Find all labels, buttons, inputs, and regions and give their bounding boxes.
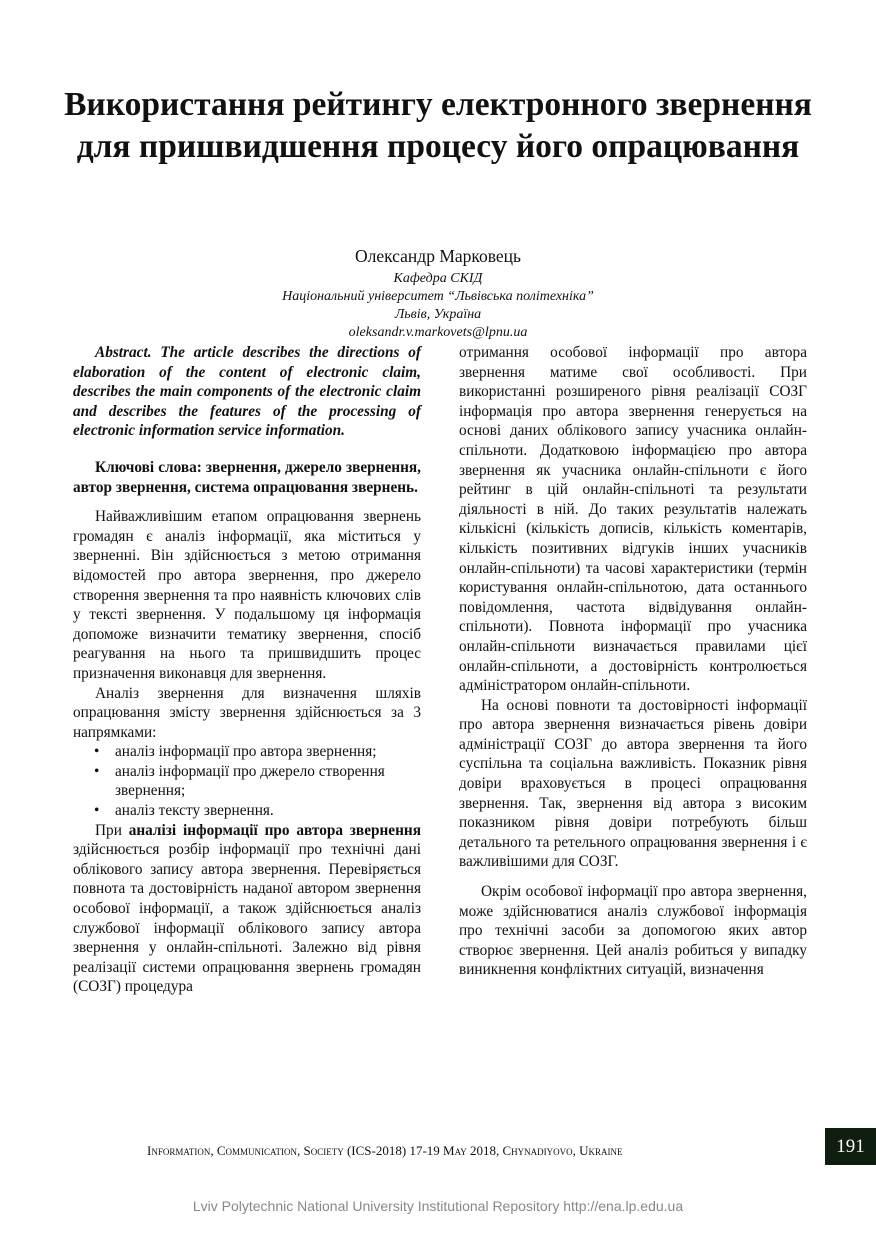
repository-line: Lviv Polytechnic National University Institutional Repository http://ena.lp.edu.ua [192,1198,684,1214]
paragraph: отримання особової інформації про автора звернення матиме свої особливості. При використанні розширеного рівня реалізації СОЗГ інформація про автора звернення генерується на основі даних облікового запису учасника онлайн-спільноти. Додатковою інформацією про автора звернення як учасника онлайн-спільноти є його рейтинг в цій онлайн-спільноті та результати діяльності в ній. До таких результатів належать кількісні (кількість дописів, кількість коментарів, кількість позитивних відгуків інших учасників онлайн-спільноти) та часові характеристики (термін користування онлайн-спільнотою, дата останнього повідомлення, частота відвідування онлайн-спільноти). Повнота інформації про учасника онлайн-спільноти визначається правилами цієї онлайн-спільноти, а достовірність контролюється адміністратором онлайн-спільноти. [459,344,807,695]
author-email[interactable]: oleksandr.v.markovets@lpnu.ua [348,325,528,340]
left-column [73,343,421,997]
list-item: • аналіз інформації про джерело створення звернення; [115,762,421,801]
paragraph: Аналіз звернення для визначення шляхів опрацювання змісту звернення здійснюється за 3 напрямками: [73,684,421,741]
author-name: Олександр Марковець [354,246,522,266]
keywords: Ключові слова: звернення, джерело звернення, автор звернення, система опрацювання звернень. [73,458,421,496]
university: Національний університет “Львівська політехніка” [282,289,594,304]
conference-footer: Information, Communication, Society (ICS-2018) 17-19 May 2018, Chynadiyovo, Ukraine [147,1143,623,1158]
list-item: • аналіз тексту звернення. [115,801,421,821]
bold-term: аналізі інформації про автора звернення [128,821,421,839]
list-item: • аналіз інформації про автора звернення; [115,742,421,762]
page-number: 191 [825,1128,876,1165]
paragraph [73,821,421,997]
city: Львів, Україна [394,307,482,322]
abstract: Abstract. The article describes the directions of elaboration of the content of electronic claim, describes the main components of the electronic claim and describes the features of the processing of electronic information service information. [73,344,421,440]
text: При [95,821,122,839]
bullet-list [73,742,421,820]
paragraph: Найважливішим етапом опрацювання звернень громадян є аналіз інформації, яка міститься у зверненні. Він здійснюється з метою отримання відомостей про автора звернення, про джерело створення звернення та про наявність ключових слів у тексті звернення. У подальшому ця інформація допоможе визначити тематику звернення, спосіб реагування на нього та пришвидшить процес призначення виконавця для звернення. [73,508,421,682]
paper-title: Використання рейтингу електронного звернення для пришвидшення процесу його опрацювання [64,86,812,165]
text: здійснюється розбір інформації про технічні дані облікового запису автора звернення. Перевіряється повнота та достовірність наданої автором звернення особової інформації, а також здійснюється аналіз службової інформації облікового запису автора звернення у онлайн-спільноті. Залежно від рівня реалізації системи опрацювання звернень громадян (СОЗГ) процедура [73,841,421,996]
department: Кафедра СКІД [393,271,483,286]
paragraph: На основі повноти та достовірності інформації про автора звернення визначається рівень довіри адміністрації СОЗГ до автора звернення та його суспільна та соціальна важливість. Показник рівня довіри враховується в процесі опрацювання звернення. Так, звернення від автора з високим показником рівня довіри потребують більш детального та ретельного опрацювання звернення і є важливішими для СОЗГ. [459,696,807,871]
paragraph: Окрім особової інформації про автора звернення, може здійснюватися аналіз службової інформація про технічні засоби за допомогою яких автор створює звернення. Цей аналіз робиться у випадку виникнення конфліктних ситуацій, визначення [459,883,807,979]
right-column [459,343,807,980]
